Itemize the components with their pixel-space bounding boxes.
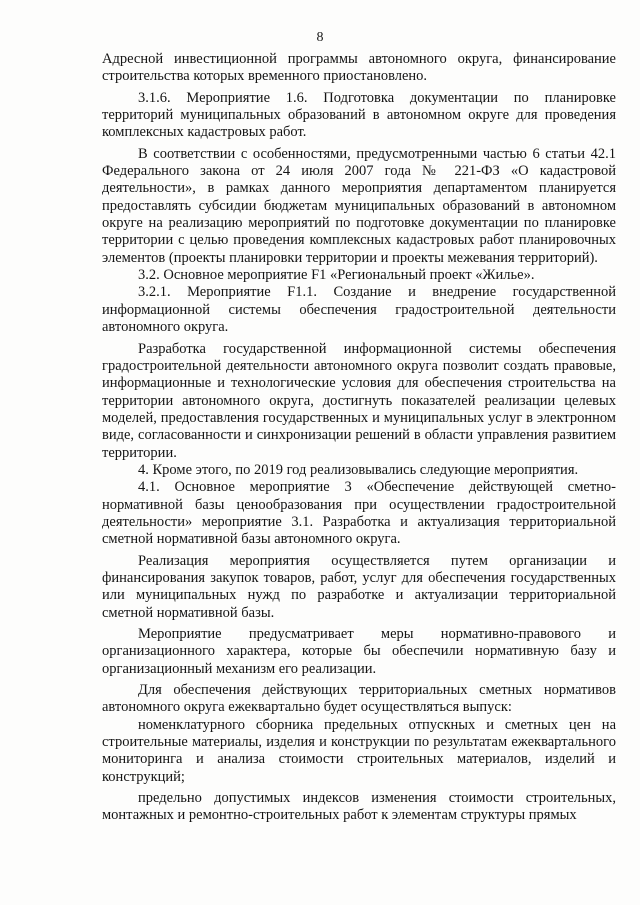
paragraph-implementation: Реализация мероприятия осуществляется путем организации и финансирования закупок товаров, работ, услуг для обеспечения государственных или муниципальных нужд по разработке и актуализации территориальной сметной нормативной базы.: [102, 552, 616, 621]
paragraph-4-1-heading: 4.1. Основное мероприятие 3 «Обеспечение действующей сметно-нормативной базы ценообразования при осуществлении градостроительной деятельности» мероприятие 3.1. Разработка и актуализация территориальной сметной нормативной базы автономного округа.: [102, 479, 616, 548]
body-text: [102, 51, 616, 825]
paragraph-3-1-6-heading: 3.1.6. Мероприятие 1.6. Подготовка документации по планировке территорий муниципальных образований в автономном округе для проведения комплексных кадастровых работ.: [102, 89, 616, 141]
paragraph-continuation: Адресной инвестиционной программы автономного округа, финансирование строительства которых временного приостановлено.: [102, 51, 616, 85]
paragraph-3-2-1-body: Разработка государственной информационной системы обеспечения градостроительной деятельности автономного округа позволит создать правовые, информационные и технологические условия для обеспечения строительства на территории автономного округа, достигнуть показателей реализации целевых моделей, предоставления государственных и муниципальных услуг в электронном виде, согласованности и синхронизации решений в области управления развитием территории.: [102, 340, 616, 461]
paragraph-3-2-heading: 3.2. Основное мероприятие F1 «Региональный проект «Жилье».: [138, 267, 535, 284]
list-item-price-catalog: номенклатурного сборника предельных отпускных и сметных цен на строительные материалы, изделия и конструкции по результатам ежеквартального мониторинга и анализа стоимости строительных материалов, изделий и конструкций;: [102, 716, 616, 785]
paragraph-3-1-6-body: В соответствии с особенностями, предусмотренными частью 6 статьи 42.1 Федерального закона от 24 июля 2007 года № 221-ФЗ «О кадастровой деятельности», в рамках данного мероприятия департаментом планируется предоставлять субсидии бюджетам муниципальных образований в автономном округе на реализацию мероприятий по подготовке документации по планировке территории с целью проведения комплексных кадастровых работ планировочных элементов (проекты планировки территории и проекты межевания территорий).: [102, 145, 616, 266]
page-number: 8: [316, 30, 324, 45]
paragraph-4-heading: 4. Кроме этого, по 2019 год реализовывались следующие мероприятия.: [138, 461, 579, 478]
list-item-price-indices: предельно допустимых индексов изменения стоимости строительных, монтажных и ремонтно-строительных работ к элементам структуры прямых: [102, 790, 616, 824]
paragraph-3-2-1-heading: 3.2.1. Мероприятие F1.1. Создание и внедрение государственной информационной системы обеспечения градостроительной деятельности автономного округа.: [102, 284, 616, 336]
paragraph-quarterly-release: Для обеспечения действующих территориальных сметных нормативов автономного округа ежеквартально будет осуществляться выпуск:: [102, 682, 616, 716]
paragraph-measures: Мероприятие предусматривает меры нормативно-правового и организационного характера, которые бы обеспечили нормативную базу и организационный механизм его реализации.: [102, 626, 616, 677]
